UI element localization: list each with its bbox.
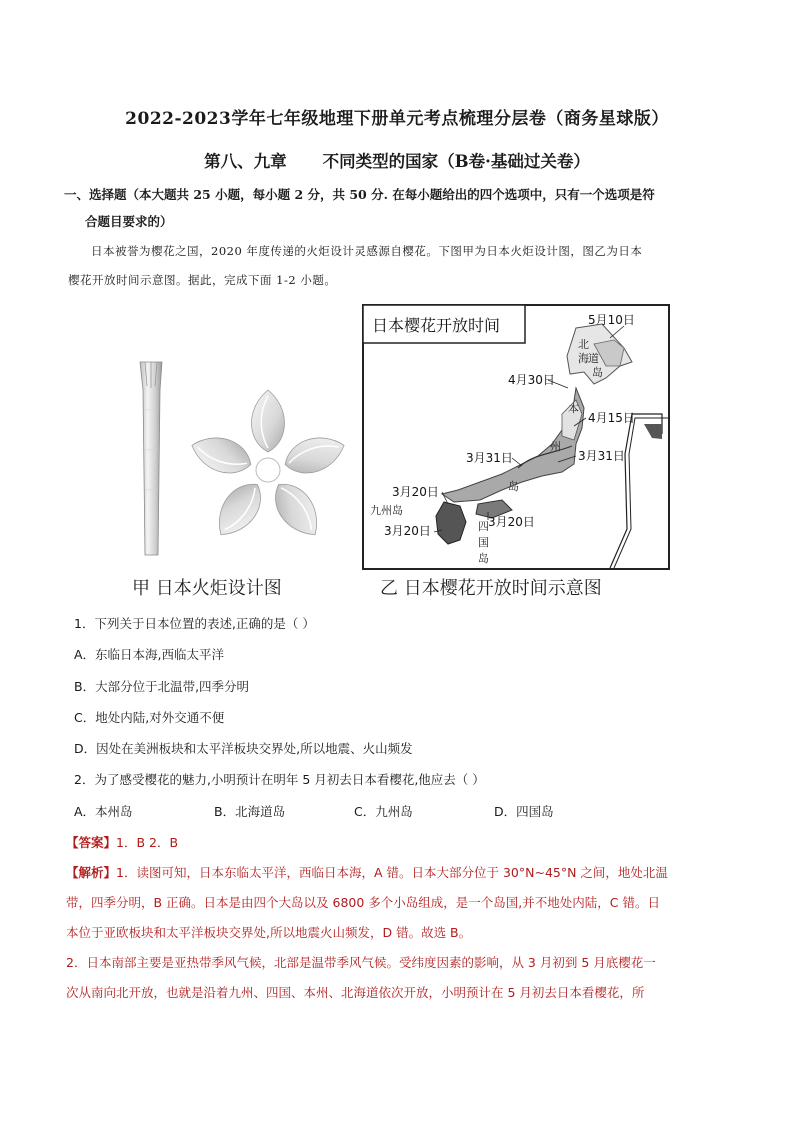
date-label-1: 5月10日: [588, 313, 635, 327]
kyushu-label: 九州岛: [370, 504, 403, 517]
hokkaido-label-1: 北: [578, 338, 589, 351]
intro-line2: 樱花开放时间示意图。据此，完成下面 1-2 小题。: [68, 273, 337, 287]
shikoku-label-3: 岛: [478, 552, 489, 565]
question-2-option-b: B．北海道岛: [214, 804, 286, 819]
cherry-blossom-map: [362, 304, 670, 570]
chapter-label: 第八、九章: [204, 152, 287, 171]
section-heading: [64, 181, 744, 235]
answer-text: 1．B 2．B: [116, 835, 179, 850]
question-2-option-a: A．本州岛: [74, 804, 133, 819]
section-heading-line2: 合题目要求的）: [85, 214, 173, 229]
analysis-block: [66, 858, 736, 1008]
question-1-option-b: B．大部分位于北温带,四季分明: [74, 679, 250, 694]
question-1-option-c: C．地处内陆,对外交通不便: [74, 710, 225, 725]
date-label-3: 4月15日: [588, 411, 635, 425]
subtitle-text: 不同类型的国家（B卷·基础过关卷）: [322, 152, 590, 171]
hokkaido-label-4: 岛: [592, 366, 603, 379]
torch-design-figure: [118, 350, 348, 565]
question-2-option-d: D．四国岛: [494, 804, 554, 819]
honshu-label-3: 岛: [508, 480, 519, 493]
map-title: 日本樱花开放时间: [372, 316, 501, 335]
question-intro: [68, 237, 731, 295]
date-label-7: 3月20日: [488, 515, 535, 529]
question-1: 1．下列关于日本位置的表述,正确的是（ ）: [74, 616, 315, 631]
analysis-line-4: 2．日本南部主要是亚热带季风气候，北部是温带季风气候。受纬度因素的影响，从 3 月初到 5 月底樱花一: [66, 955, 656, 970]
question-2-option-c: C．九州岛: [354, 804, 413, 819]
document-subtitle: [0, 148, 794, 172]
question-1-option-d: D．因处在美洲板块和太平洋板块交界处,所以地震、火山频发: [74, 741, 413, 756]
shikoku-label-2: 国: [478, 536, 489, 549]
hokkaido-label-2: 海: [578, 352, 589, 365]
date-label-6: 3月20日: [392, 485, 439, 499]
honshu-label-1: 本: [568, 402, 579, 415]
date-label-5: 3月31日: [578, 449, 625, 463]
analysis-line-3: 本位于亚欧板块和太平洋板块交界处,所以地震火山频发，D 错。故选 B。: [66, 925, 472, 940]
intro-line1: 日本被誉为樱花之国，2020 年度传递的火炬设计灵感源自樱花。下图甲为日本火炬设计图，图乙为日本: [91, 244, 643, 258]
analysis-line-5: 次从南向北开放，也就是沿着九州、四国、本州、北海道依次开放，小明预计在 5 月初去日本看樱花，所: [66, 985, 645, 1000]
shikoku-label-1: 四: [478, 520, 489, 533]
answer-line: [66, 833, 178, 851]
figure-caption-left: 甲 日本火炬设计图: [132, 578, 282, 599]
question-1-option-a: A．东临日本海,西临太平洋: [74, 647, 225, 662]
date-label-2: 4月30日: [508, 373, 555, 387]
figure-caption-right: 乙 日本樱花开放时间示意图: [380, 578, 602, 599]
section-heading-line1: 一、选择题（本大题共 25 小题，每小题 2 分，共 50 分. 在每小题给出的四个选项中，只有一个选项是符: [64, 187, 655, 202]
cherry-blossom-icon: [187, 390, 348, 544]
question-2-options: [74, 802, 734, 820]
date-label-8: 3月20日: [384, 524, 431, 538]
date-label-4: 3月31日: [466, 451, 513, 465]
analysis-tag: 【解析】: [66, 865, 117, 880]
analysis-line-2: 带，四季分明，B 正确。日本是由四个大岛以及 6800 多个小岛组成，是一个岛国,并不地处内陆，C 错。日: [66, 895, 660, 910]
hokkaido-label-3: 道: [588, 352, 599, 365]
document-title: 2022-2023学年七年级地理下册单元考点梳理分层卷（商务星球版）: [125, 109, 669, 129]
torch-icon: [140, 362, 162, 555]
analysis-line-1: 1．读图可知，日本东临太平洋，西临日本海，A 错。日本大部分位于 30°N~45°N 之间，地处北温: [116, 865, 668, 880]
question-2: 2．为了感受樱花的魅力,小明预计在明年 5 月初去日本看樱花,他应去（ ）: [74, 772, 485, 787]
honshu-label-2: 州: [550, 440, 561, 453]
answer-tag: 【答案】: [66, 835, 117, 850]
